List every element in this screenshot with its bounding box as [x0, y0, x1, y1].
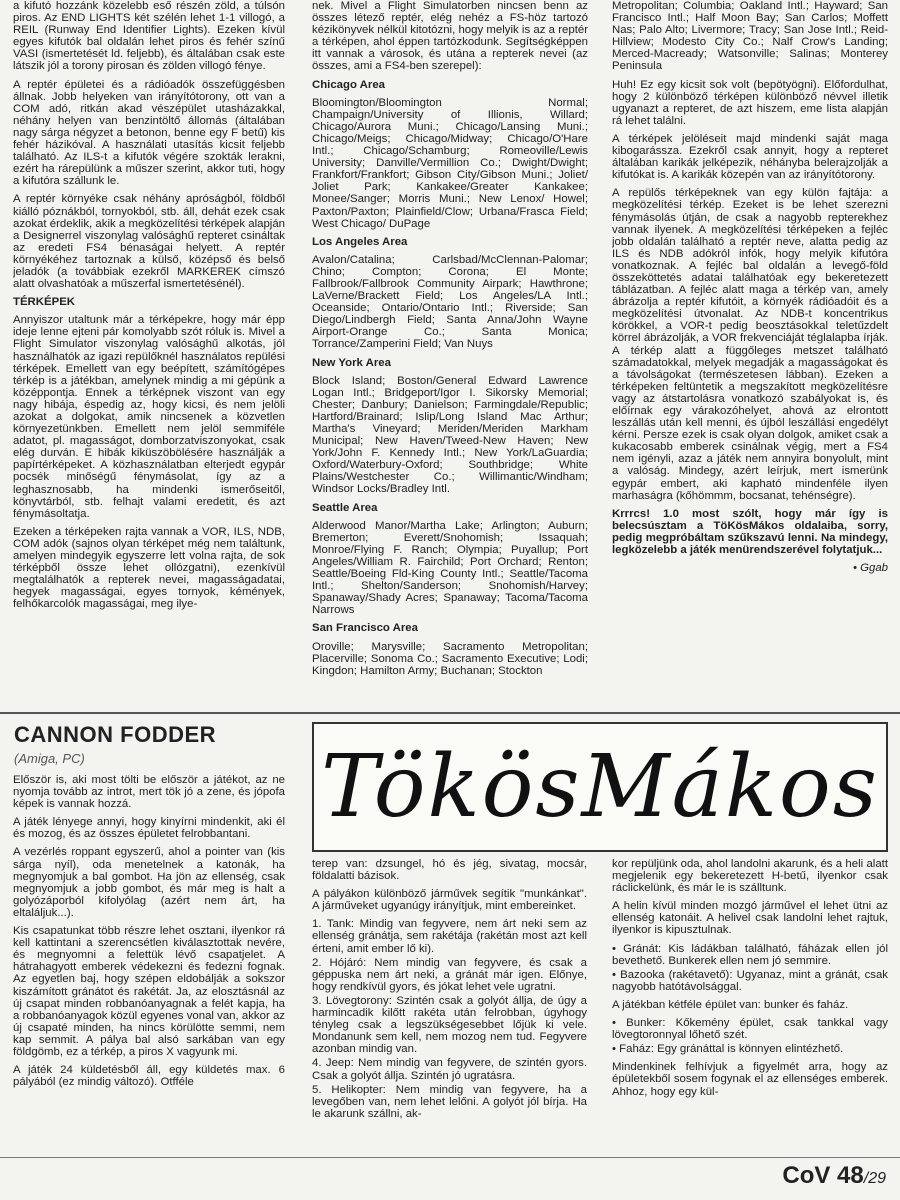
- paragraph: A térképek jelöléseit majd mindenki saját maga kibogarássza. Ezekről csak annyit, hogy a repteret általában karikák jelképezik, néhányba belerajzolják a kifutókat is. A karikák közepén van az irányítótorony.: [612, 132, 888, 182]
- paragraph: terep van: dzsungel, hó és jég, sivatag, mocsár, földalatti bázisok.: [312, 858, 587, 883]
- paragraph: kor repüljünk oda, ahol landolni akarunk, és a heli alatt megjelenik egy bekeretezett H-betű, ilyenkor csak ráclickelünk, és már le is szálltunk.: [612, 858, 888, 895]
- area-heading: Los Angeles Area: [312, 235, 408, 248]
- page-footer: [782, 1162, 886, 1190]
- airport-list: Oroville; Marysville; Sacramento Metropolitan; Placerville; Sonoma Co.; Sacramento Executive; Lodi; Kingdon; Hamilton Army; Buchanan; Stockton: [312, 640, 588, 677]
- paragraph: Annyiszor utaltunk már a térképekre, hogy már épp ideje lenne ejteni pár komolyabb szót róluk is. Mivel a Flight Simulator viszonylag valósághű alkotás, jól használhatók az igazi repülőknél használatos repülési térképek. Emellett van egy beépített, számítógépes térkép is a játékban, amelynek mindig a mi gépünk a középpontja. Ennek a térképnek viszont van egy nagy hibája, éspedig az, hogy kicsi, és nem jelöli azokat a dolgokat, amik nincsenek a közvetlen környezetünkben. Emellett nem jelöl semmiféle adatot, pl. magasságot, domborzatviszonyokat, csak elég durván. E hibák kiküszöbölésére használják a papírtérképeket. A közhasználatban elterjedt egypár pocsék minőségű fénymásolat, így az a leghasznosabb, ha mindenki ismerőseitől, könyvtárból, stb. felhajt valami eredetit, és azt fénymásoltatja.: [13, 314, 285, 520]
- article-column-3: [612, 858, 888, 1154]
- paragraph: Ezeken a térképeken rajta vannak a VOR, ILS, NDB, COM adók (sajnos olyan térképet még nem találtunk, amelyen mindegyik egyszerre lett volna rajta, de sok térképből össze lehet ollózgatni), ezenkívül megtalálhatók a repterek nevei, magasságadatai, hegyek magasságai, egyes tornyok, kémények, felhőkarcolók magasságai, meg ilye-: [13, 525, 285, 611]
- list-item: • Bazooka (rakétavető): Ugyanaz, mint a gránát, csak nagyobb hatótávolsággal.: [612, 968, 888, 993]
- paragraph: Metropolitan; Columbia; Oakland Intl.; Hayward; San Francisco Intl.; Half Moon Bay; San Carlos; Moffett Nas; Palo Alto; Livermore; Tracy; San Jose Intl.; Reid-Hillview; Modesto City Co.; Nalf Crow's Landing; Merced-Macready; Watsonville; Salinas; Monterey Peninsula: [612, 0, 888, 73]
- closing-note: Krrrcs! 1.0 most szólt, hogy már így is belecsúsztam a TöKösMákos oldalaiba, sorry, pedig megpróbáltam szűkszavú lenni. Na mindegy, legközelebb a játék menürendszerével folytatjuk...: [612, 507, 888, 557]
- banner-logo-text: TökösMákos: [321, 737, 879, 837]
- paragraph: A helin kívül minden mozgó járművel el lehet ütni az ellenség katonáit. A helivel csak landolni lehet rajtuk, ilyenkor is kipusztulnak.: [612, 900, 888, 937]
- list-item: 3. Lövegtorony: Szintén csak a golyót állja, de úgy a harmincadik kilőtt rakéta után felrobban, úgyhogy tényleg csak a legszükségesebbet lőjük ki vele. Mondanunk sem kell, nem mozog nem tud. Fegyvere azonban mindig van.: [312, 994, 587, 1056]
- list-item: 2. Hójáró: Nem mindig van fegyvere, és csak a géppuska nem árt neki, a gránát már igen. Előnye, hogy rendkívül gyors, és jókat lehet vele ugratni.: [312, 956, 587, 993]
- paragraph: A repülős térképeknek van egy külön fajtája: a megközelítési térkép. Ezeket is be lehet szerezni fénymásolás útján, de csak a nagyobb repterekhez vannak ilyenek. A megközelítési térképeken a fejléc jobb oldalán található a reptér neve, alatta pedig az ILS és NDB adókról infók, hogy melyik kifutóra vonatkoznak. A fejléc bal oldalán a levegő-föld összeköttetés adatai találhatóak egy bekeretezett táblázatban. A fejléc alatt maga a térkép van, amely ábrázolja a reptér kifutóit, a környék rádióadóit és a megközelítési útvonalat. Az NDB-t koncentrikus körökkel, a VOR-t pedig beosztásokkal teletűzdelt körrel ábrázolják, a VOR frekvenciáját téglalapba írják. A térkép alatt a függőleges metszet található számadatokkal, melyek megadják a magasságokat és a távolságokat (természetesen lábban). Ezeken a térképeken feltüntetik a megszakított megközelítésre vagy az átstartolásra vonatkozó szabályokat is, és előírnak egy várakozóhelyet, ahová az elrontott leszállás után kell menni, és újból leszállási engedélyt kérni. Persze ezek is csak olyan dolgok, amiket csak a kukacosabb emberek csinálnak végig, mert a FS4 nem igényli, azaz a játék nem annyira bonyolult, mint a valóság. Mindegy, azért leírjuk, mert ismerünk egypár embert, aki kapható mindenféle ilyen marhaságra (kőhömmm, bocsanat, tehénségre).: [612, 187, 888, 502]
- author-signature: • Ggab: [852, 562, 888, 575]
- footer-divider: [0, 1157, 900, 1158]
- paragraph: Először is, aki most tölti be először a játékot, az ne nyomja tovább az introt, mert tök jó a zene, és jópofa képek is vannak hozzá.: [13, 774, 285, 811]
- area-heading: New York Area: [312, 356, 391, 369]
- airport-list: Block Island; Boston/General Edward Lawrence Logan Intl.; Bridgeport/Igor I. Sikorsky Memorial; Chester; Danbury; Danielson; Farmingdale/Republic; Hartford/Brainard; Islip/Long Island Mac Arthur; Martha's Vineyard; Meriden/Meriden Markham Municipal; New Haven/Tweed-New Haven; New York/John F. Kennedy Intl.; New York/LaGuardia; Oxford/Waterbury-Oxford; Southbridge; White Plains/Westchester Co.; Willimantic/Windham; Windsor Locks/Bradley Intl.: [312, 374, 588, 496]
- article-column-1: [13, 774, 285, 1154]
- paragraph: A reptér környéke csak néhány apróságból, földből kiálló póznákból, tornyokból, stb. áll, dehát ezek csak azokat érdeklik, akik a megközelítési térképek alapján a Designerrel viszonylag valósághű repteret csináltak az eredeti FS4 bénaságai helyett. A reptér környékéhez tartoznak a külső, középső és belső jeladók (a továbbiak ezekről MARKEREK címszó alatt olvashatóak a műszerfal ismertetésénél).: [13, 193, 285, 291]
- paragraph: A pályákon különböző járművek segítik "munkánkat". A járműveket ugyanúgy irányítjuk, mint embereinket.: [312, 888, 587, 913]
- vehicle-list: [312, 918, 587, 1120]
- paragraph: Mindenkinek felhívjuk a figyelmét arra, hogy az épületekből sosem fogynak el az ellenséges emberek. Ahhoz, hogy egy kül-: [612, 1061, 888, 1098]
- airport-list: Avalon/Catalina; Carlsbad/McClennan-Palomar; Chino; Compton; Corona; El Monte; Fallbrook/Fallbrook Community Airpark; Hawthrone; LaVerne/Brackett Field; Los Angeles/LA Intl.; Oceanside; Ontario/Ontario Intl.; Riverside; San Diego/Lindbergh Field; Santa Anna/John Wayne Airport-Orange Co.; Santa Monica; Torrance/Zamperini Field; Van Nuys: [312, 253, 588, 351]
- paragraph: Kis csapatunkat több részre lehet osztani, ilyenkor rá kell kattintani a szerencsétlen kiválasztottak nevére, és megnyomni a felettük lévő csapatjelet. A hátrahagyott emberek védekezni és fedezni fognak. Az egyetlen baj, hogy szépen eldobálják a sokszor kiszámított gránátot és rakétát. Ja, az elosztásnál az új csapat minden robbanóanyagnak a felét kapja, ha a robbanóanyagok közül egyenes vonal van, akkor az új csapaté minden, ha nincs körülötte semmi, nem kap semmit. A pálya bal alsó sarkában van egy földgömb, ez a térkép, a piros X vagyunk mi.: [13, 925, 285, 1058]
- list-item: 1. Tank: Mindig van fegyvere, nem árt neki sem az ellenség gránátja, sem rakétája (rakétán most azt kell érteni, amit ember lő ki).: [312, 918, 587, 955]
- paragraph: A játékban kétféle épület van: bunker és faház.: [612, 998, 849, 1011]
- section-divider: [0, 712, 900, 714]
- issue-number: 48: [837, 1162, 864, 1189]
- paragraph: A játék 24 küldetésből áll, egy küldetés max. 6 pályából (ez mindig változó). Otfféle: [13, 1064, 285, 1089]
- section-banner: [312, 722, 888, 852]
- article-title: CANNON FODDER: [14, 722, 217, 747]
- area-heading: Chicago Area: [312, 78, 386, 91]
- list-item: 5. Helikopter: Nem mindig van fegyvere, ha a levegőben van, nem lehet lelőni. A golyót jól bírja. Ha le akarunk szállni, ak-: [312, 1083, 587, 1120]
- section-heading: TÉRKÉPEK: [13, 296, 76, 309]
- magazine-logo: CoV: [782, 1162, 831, 1189]
- airport-list: Bloomington/Bloomington Normal; Champaign/University of Illionis, Willard; Chicago/Aurora Muni.; Chicago/Lansing Muni.; Chicago/Meigs; Chicago/Midway; Chicago/O'Hare Intl.; Chicago/Schamburg; Romeoville/Lewis University; Danville/Vermillion Co.; Dwight/Dwight; Frankfort/Frankfort; Gibson City/Gibson Muni.; Joliet/ Joliet Park; Kankakee/Greater Kankakee; Monee/Sanger; Morris Muni.; New Lenox/ Howel; Paxton/Paxton; Plainfield/Clow; Urbana/Frasca Field; West Chicago/ DuPage: [312, 96, 588, 230]
- area-heading: San Francisco Area: [312, 622, 418, 635]
- article-subtitle: (Amiga, PC): [14, 751, 85, 766]
- article-column-2: [312, 858, 587, 1154]
- paragraph: A játék lényege annyi, hogy kinyírni mindenkit, aki él és mozog, és az összes épületet felrobbantani.: [13, 816, 285, 841]
- page-number: /29: [863, 1170, 886, 1187]
- paragraph: Huh! Ez egy kicsit sok volt (bepötyögni). Előfordulhat, hogy 2 különböző térképen különböző névvel illetik ugyanazt a repteret, de azt hiszem, eme lista alapján rá lehet találni.: [612, 78, 888, 127]
- weapon-list: [612, 943, 888, 993]
- text-column-2: [312, 0, 588, 708]
- list-item: • Bunker: Kőkemény épület, csak tankkal vagy lövegtoronnyal lőhető szét.: [612, 1017, 888, 1042]
- paragraph: nek. Mivel a Flight Simulatorben nincsen benn az összes létező reptér, elég nehéz a FS-höz tartozó kézikönyvek nélkül kitotózni, hogy melyik is az a reptér a térképen, ahol éppen tartózkodunk. Segítségképpen itt vannak a városok, és utána a repterek nevei (az összes, ami a FS4-ben szerepel):: [312, 0, 588, 73]
- paragraph: a kifutó hozzánk közelebb eső részén zöld, a túlsón piros. Az END LIGHTS két szélén lehet 1-1 villogó, a REIL (Runway End Identifier Lights). Ezeken kívül egyes kifutók bal oldalán lehet piros és fehér színű VASI (ismertetését ld. feljebb), és általában csak este látszik jól a torony pirosan és zölden villogó fénye.: [13, 0, 285, 73]
- building-list: [612, 1017, 888, 1055]
- text-column-3: [612, 0, 888, 708]
- list-item: • Gránát: Kis ládákban található, fáházak ellen jól bevethető. Bunkerek ellen nem jó semmire.: [612, 942, 888, 967]
- airport-list: Alderwood Manor/Martha Lake; Arlington; Auburn; Bremerton; Everett/Snohomish; Issaquah; Monroe/Flying F. Ranch; Olympia; Puyallup; Port Angeles/William R. Fairchild; Port Orchard; Renton; Seattle/Boeing Fld-King County Intl.; Seattle/Tacoma Intl.; Shelton/Sanderson; Snohomish/Harvey; Spanaway/Shady Acres; Spanaway; Tacoma/Tacoma Narrows: [312, 519, 588, 617]
- paragraph: A reptér épületei és a rádióadók összefüggésben állnak. Jobb helyeken van irányítótorony, ott van a COM adó, ritkán akad vészépület utasházakkal, néhány helyen van benzintöltő állomás (általában nagy sárga négyzet a betonon, benne egy F betű) kis fehér házikóval. A használati utasítás kicsit feljebb található. Az ILS-t a kifutók végére szokták lerakni, ezért ha rárepülünk a műszer szerint, akkor tuti, hogy a kifutóra szállunk le.: [13, 78, 285, 188]
- paragraph: A vezérlés roppant egyszerű, ahol a pointer van (kis sárga nyíl), oda menetelnek a katonák, ha megnyomjuk a bal gombot. Ha jön az ellenség, csak megnyomjuk a jobb gombot, és már meg is halt a golyózáporból kifolyólag (azért nem árt, ha eltaláljuk...).: [13, 846, 285, 919]
- list-item: • Faház: Egy gránáttal is könnyen elintézhető.: [612, 1043, 844, 1056]
- area-heading: Seattle Area: [312, 501, 378, 514]
- list-item: 4. Jeep: Nem mindig van fegyvere, de szintén gyors. Csak a golyót állja. Szintén jó ugratásra.: [312, 1057, 587, 1082]
- text-column-1: [13, 0, 285, 708]
